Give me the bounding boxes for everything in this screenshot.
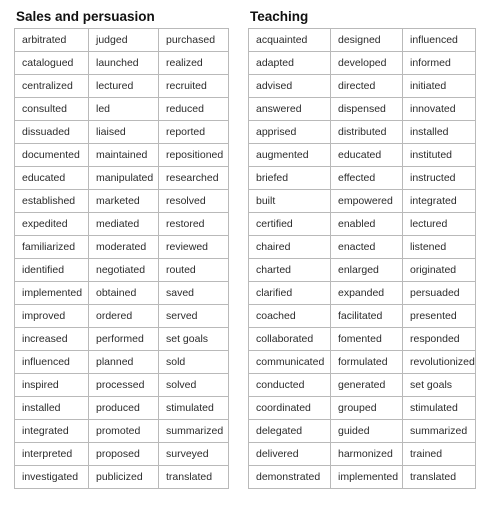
word-cell: adapted: [249, 52, 331, 75]
word-cell: routed: [159, 259, 229, 282]
table-row: [249, 397, 476, 420]
word-cell: lectured: [89, 75, 159, 98]
table-row: [249, 443, 476, 466]
word-cell: obtained: [89, 282, 159, 305]
word-cell: sold: [159, 351, 229, 374]
table-row: [249, 236, 476, 259]
word-cell: performed: [89, 328, 159, 351]
word-cell: developed: [331, 52, 403, 75]
word-cell: responded: [403, 328, 476, 351]
word-cell: recruited: [159, 75, 229, 98]
word-cell: trained: [403, 443, 476, 466]
word-cell: promoted: [89, 420, 159, 443]
word-cell: distributed: [331, 121, 403, 144]
word-cell: reported: [159, 121, 229, 144]
word-cell: reduced: [159, 98, 229, 121]
word-cell: integrated: [15, 420, 89, 443]
word-cell: processed: [89, 374, 159, 397]
word-cell: investigated: [15, 466, 89, 489]
table-row: [15, 259, 229, 282]
word-cell: translated: [159, 466, 229, 489]
table-row: [15, 351, 229, 374]
word-cell: listened: [403, 236, 476, 259]
word-cell: clarified: [249, 282, 331, 305]
word-cell: fomented: [331, 328, 403, 351]
word-cell: consulted: [15, 98, 89, 121]
teaching-word-table: [248, 28, 476, 489]
word-cell: harmonized: [331, 443, 403, 466]
word-cell: dissuaded: [15, 121, 89, 144]
word-cell: instituted: [403, 144, 476, 167]
word-cell: familiarized: [15, 236, 89, 259]
table-row: [249, 52, 476, 75]
word-cell: innovated: [403, 98, 476, 121]
word-cell: planned: [89, 351, 159, 374]
word-cell: educated: [15, 167, 89, 190]
table-row: [15, 121, 229, 144]
table-row: [15, 443, 229, 466]
word-cell: persuaded: [403, 282, 476, 305]
word-cell: surveyed: [159, 443, 229, 466]
word-cell: maintained: [89, 144, 159, 167]
table-row: [249, 466, 476, 489]
word-cell: apprised: [249, 121, 331, 144]
table-row: [249, 29, 476, 52]
word-cell: marketed: [89, 190, 159, 213]
word-cell: facilitated: [331, 305, 403, 328]
table-row: [249, 259, 476, 282]
word-cell: delivered: [249, 443, 331, 466]
word-cell: integrated: [403, 190, 476, 213]
word-cell: originated: [403, 259, 476, 282]
table-row: [15, 190, 229, 213]
word-cell: produced: [89, 397, 159, 420]
word-cell: moderated: [89, 236, 159, 259]
word-cell: catalogued: [15, 52, 89, 75]
sales-persuasion-section: [14, 9, 229, 489]
word-cell: revolutionized: [403, 351, 476, 374]
word-cell: served: [159, 305, 229, 328]
word-cell: effected: [331, 167, 403, 190]
table-row: [15, 305, 229, 328]
word-cell: directed: [331, 75, 403, 98]
table-row: [249, 75, 476, 98]
word-cell: documented: [15, 144, 89, 167]
word-cell: translated: [403, 466, 476, 489]
word-cell: formulated: [331, 351, 403, 374]
section-title: Sales and persuasion: [16, 9, 155, 24]
word-cell: educated: [331, 144, 403, 167]
word-cell: charted: [249, 259, 331, 282]
word-cell: generated: [331, 374, 403, 397]
word-cell: liaised: [89, 121, 159, 144]
word-cell: negotiated: [89, 259, 159, 282]
word-cell: restored: [159, 213, 229, 236]
word-cell: centralized: [15, 75, 89, 98]
table-row: [15, 52, 229, 75]
word-cell: arbitrated: [15, 29, 89, 52]
word-cell: identified: [15, 259, 89, 282]
table-row: [249, 144, 476, 167]
table-row: [249, 351, 476, 374]
word-cell: implemented: [15, 282, 89, 305]
word-cell: interpreted: [15, 443, 89, 466]
word-cell: built: [249, 190, 331, 213]
word-cell: briefed: [249, 167, 331, 190]
table-row: [15, 236, 229, 259]
word-cell: delegated: [249, 420, 331, 443]
table-row: [249, 98, 476, 121]
word-cell: stimulated: [403, 397, 476, 420]
word-cell: guided: [331, 420, 403, 443]
word-cell: reviewed: [159, 236, 229, 259]
word-cell: advised: [249, 75, 331, 98]
word-cell: judged: [89, 29, 159, 52]
word-cell: designed: [331, 29, 403, 52]
word-cell: enacted: [331, 236, 403, 259]
word-cell: researched: [159, 167, 229, 190]
word-cell: informed: [403, 52, 476, 75]
word-cell: influenced: [403, 29, 476, 52]
word-cell: chaired: [249, 236, 331, 259]
word-cell: purchased: [159, 29, 229, 52]
table-row: [249, 190, 476, 213]
word-cell: improved: [15, 305, 89, 328]
word-cell: implemented: [331, 466, 403, 489]
table-row: [15, 144, 229, 167]
word-cell: inspired: [15, 374, 89, 397]
word-cell: dispensed: [331, 98, 403, 121]
word-cell: acquainted: [249, 29, 331, 52]
word-cell: expanded: [331, 282, 403, 305]
word-cell: realized: [159, 52, 229, 75]
table-row: [249, 305, 476, 328]
word-cell: increased: [15, 328, 89, 351]
word-cell: set goals: [159, 328, 229, 351]
word-cell: answered: [249, 98, 331, 121]
word-cell: manipulated: [89, 167, 159, 190]
teaching-section: [248, 9, 476, 489]
word-cell: coordinated: [249, 397, 331, 420]
word-cell: repositioned: [159, 144, 229, 167]
word-cell: empowered: [331, 190, 403, 213]
table-row: [249, 167, 476, 190]
word-cell: collaborated: [249, 328, 331, 351]
table-row: [15, 282, 229, 305]
word-cell: communicated: [249, 351, 331, 374]
word-cell: installed: [403, 121, 476, 144]
word-cell: grouped: [331, 397, 403, 420]
table-row: [15, 167, 229, 190]
sales-word-table: [14, 28, 229, 489]
word-cell: resolved: [159, 190, 229, 213]
table-row: [15, 213, 229, 236]
word-cell: demonstrated: [249, 466, 331, 489]
table-row: [15, 29, 229, 52]
word-cell: influenced: [15, 351, 89, 374]
word-cell: enabled: [331, 213, 403, 236]
word-cell: mediated: [89, 213, 159, 236]
word-cell: launched: [89, 52, 159, 75]
table-row: [15, 75, 229, 98]
word-cell: led: [89, 98, 159, 121]
word-cell: summarized: [403, 420, 476, 443]
table-row: [249, 282, 476, 305]
table-row: [15, 98, 229, 121]
word-cell: lectured: [403, 213, 476, 236]
word-cell: presented: [403, 305, 476, 328]
word-cell: solved: [159, 374, 229, 397]
table-row: [249, 374, 476, 397]
word-cell: expedited: [15, 213, 89, 236]
table-row: [15, 397, 229, 420]
word-cell: instructed: [403, 167, 476, 190]
table-row: [249, 121, 476, 144]
word-cell: ordered: [89, 305, 159, 328]
word-cell: initiated: [403, 75, 476, 98]
word-cell: established: [15, 190, 89, 213]
word-cell: set goals: [403, 374, 476, 397]
word-cell: augmented: [249, 144, 331, 167]
table-row: [249, 420, 476, 443]
table-row: [249, 213, 476, 236]
word-cell: certified: [249, 213, 331, 236]
word-cell: publicized: [89, 466, 159, 489]
word-cell: saved: [159, 282, 229, 305]
word-cell: proposed: [89, 443, 159, 466]
word-cell: conducted: [249, 374, 331, 397]
word-cell: installed: [15, 397, 89, 420]
table-row: [249, 328, 476, 351]
section-title: Teaching: [250, 9, 309, 24]
table-row: [15, 374, 229, 397]
word-cell: coached: [249, 305, 331, 328]
table-row: [15, 328, 229, 351]
table-row: [15, 466, 229, 489]
word-cell: enlarged: [331, 259, 403, 282]
table-row: [15, 420, 229, 443]
word-cell: stimulated: [159, 397, 229, 420]
word-cell: summarized: [159, 420, 229, 443]
